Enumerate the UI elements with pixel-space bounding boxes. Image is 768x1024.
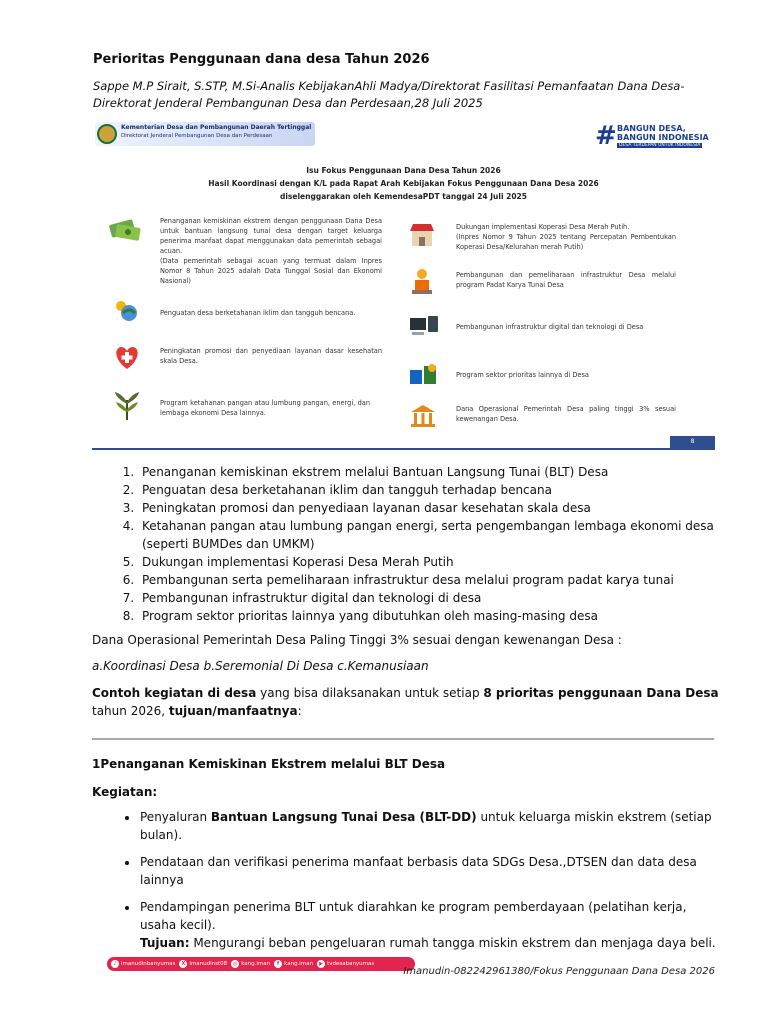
kegiatan-item-1-pre: Penyaluran <box>140 810 211 824</box>
worker-icon <box>408 266 436 296</box>
priority-item: 6. Pembangunan serta pemeliharaan infrastruktur desa melalui program padat karya tunai <box>138 571 722 589</box>
tujuan-label: Tujuan: <box>140 936 190 950</box>
contoh-text-1: yang bisa dilaksanakan untuk setiap <box>256 686 484 700</box>
youtube-icon: ▶ <box>317 960 325 968</box>
x-icon: X <box>179 960 187 968</box>
ministry-emblem-icon <box>97 124 117 144</box>
contoh-text-3: : <box>297 704 302 718</box>
kegiatan-item: • Pendataan dan verifikasi penerima manfaat berbasis data SDGs Desa.,DTSEN dan data desa lainnya <box>139 853 722 889</box>
kegiatan-list-block <box>92 808 722 961</box>
priority-list <box>92 463 722 625</box>
slide-right-item-1 <box>456 222 676 252</box>
slide-right-item-5: Dana Operasional Pemerintah Desa paling tinggi 3% sesuai kewenangan Desa. <box>456 405 676 423</box>
priority-list-block <box>92 463 722 625</box>
health-icon <box>112 342 142 372</box>
bangun-desa-logo <box>595 122 713 156</box>
document-title: Perioritas Penggunaan dana desa Tahun 2026 <box>93 52 430 67</box>
hashtag-icon: # <box>595 121 617 151</box>
sector-icon <box>408 360 440 388</box>
slide-header <box>92 118 715 152</box>
kegiatan-item <box>139 808 722 844</box>
slide-left-item-1-note: (Data pemerintah sebagai acuan yang termuat dalam Inpres Nomor 8 Tahun 2025 adalah Data Tunggal Sosial dan Ekonomi Nasional) <box>160 257 382 285</box>
slide-left-item-4: Program ketahanan pangan atau lumbung pangan, energi, dan lembaga ekonomi Desa lainnya. <box>160 399 370 417</box>
slide-heading-2: Hasil Koordinasi dengan K/L pada Rapat Arah Kebijakan Fokus Penggunaan Dana Desa 2026 <box>208 179 599 188</box>
money-icon <box>108 216 144 244</box>
digital-icon <box>408 314 440 340</box>
facebook-icon: f <box>274 960 282 968</box>
slide-right-item-2: Pembangunan dan pemeliharaan infrastruktur Desa melalui program Padat Karya Tunai Desa <box>456 271 676 289</box>
section-1-number: 1 <box>92 757 101 771</box>
store-icon <box>408 220 436 248</box>
ministry-directorate: Direktorat Jenderal Pembangunan Desa dan Perdesaan <box>121 133 273 139</box>
social-handle: tvdesabanyumas <box>327 961 375 967</box>
slide-right-item-1-text: Dukungan implementasi Koperasi Desa Merah Putih. <box>456 223 630 231</box>
social-media-bar <box>107 957 415 971</box>
social-handle: imanudinst08 <box>189 961 228 967</box>
priority-item: 2. Penguatan desa berketahanan iklim dan tangguh terhadap bencana <box>138 481 722 499</box>
kegiatan-item-3-text: Pendampingan penerima BLT untuk diarahkan ke program pemberdayaan (pelatihan kerja, usaha kecil). <box>140 900 687 932</box>
contoh-text-2: tahun 2026, <box>92 704 169 718</box>
author-line: Sappe M.P Sirait, S.STP, M.Si-Analis KebijakanAhli Madya/Direktorat Fasilitasi Pemanfaatan Dana Desa-Direktorat Jenderal Pembangunan Desa dan Perdesaan,28 Juli 2025 <box>93 79 685 110</box>
slide-left-item-1-text: Penanganan kemiskinan ekstrem dengan penggunaan Dana Desa untuk bantuan langsung tunai desa dengan target keluarga penerima manfaat dapat menggunakan data pemerintah sebagai acuan. <box>160 217 382 255</box>
kegiatan-item <box>139 898 722 952</box>
social-youtube <box>317 960 374 968</box>
slide-left-item-3: Peningkatan promosi dan penyediaan layanan dasar kesehatan skala Desa. <box>160 347 382 365</box>
brand-line-3: DESA TERDEPAN UNTUK INDONESIA <box>619 143 701 148</box>
slide-heading-3: diselenggarakan oleh KemendesaPDT tanggal 24 Juli 2025 <box>279 192 527 201</box>
section-divider <box>92 738 714 740</box>
contoh-bold-1: Contoh kegiatan di desa <box>92 686 257 700</box>
tujuan-text: Mengurangi beban pengeluaran rumah tangga miskin ekstrem dan menjaga daya beli. <box>189 936 716 950</box>
brand-line-1: BANGUN DESA, <box>617 124 686 133</box>
footer-credit: Imanudin-082242961380/Fokus Penggunaan Dana Desa 2026 <box>403 966 715 977</box>
plant-icon <box>112 390 142 422</box>
climate-icon <box>112 298 142 324</box>
operational-fund-line: Dana Operasional Pemerintah Desa Paling Tinggi 3% sesuai dengan kewenangan Desa : <box>92 633 622 647</box>
kegiatan-list <box>92 808 722 952</box>
instagram-icon: ◎ <box>233 961 238 967</box>
priority-item: 8. Program sektor prioritas lainnya yang dibutuhkan oleh masing-masing desa <box>138 607 722 625</box>
priority-item: 3. Peningkatan promosi dan penyediaan layanan dasar kesehatan skala desa <box>138 499 722 517</box>
ministry-logo <box>95 122 315 146</box>
contoh-bold-3: tujuan/manfaatnya <box>168 704 298 718</box>
ministry-name: Kementerian Desa dan Pembangunan Daerah Tertinggal <box>121 124 312 131</box>
slide-left-item-2: Penguatan desa berketahanan iklim dan tangguh bencana. <box>160 309 356 317</box>
priority-item: 5. Dukungan implementasi Koperasi Desa Merah Putih <box>138 553 722 571</box>
kegiatan-label: Kegiatan: <box>92 785 158 799</box>
section-1-heading <box>92 755 722 773</box>
slide-bottom-rule <box>92 448 715 450</box>
social-x <box>179 960 227 968</box>
slide-right-item-4: Program sektor prioritas lainnya di Desa <box>456 371 589 379</box>
slide-left-item-1 <box>160 216 382 286</box>
slide-right-item-1-note: (Inpres Nomor 9 Tahun 2025 tentang Percepatan Pembentukan Koperasi Desa/Kelurahan merah Putih) <box>456 233 676 251</box>
tiktok-icon: ♪ <box>111 960 119 968</box>
contoh-paragraph <box>92 684 722 720</box>
section-1-title: Penanganan Kemiskinan Ekstrem melalui BLT Desa <box>100 757 446 771</box>
embedded-slide <box>92 118 715 458</box>
brand-line-2: BANGUN INDONESIA <box>617 133 709 142</box>
priority-item: 4. Ketahanan pangan atau lumbung pangan energi, serta pengembangan lembaga ekonomi desa (seperti BUMDes dan UMKM) <box>138 517 722 553</box>
slide-right-item-3: Pembangunan infrastruktur digital dan teknologi di Desa <box>456 323 644 331</box>
social-facebook <box>274 960 313 968</box>
priority-item: 1. Penanganan kemiskinan ekstrem melalui Bantuan Langsung Tunai (BLT) Desa <box>138 463 722 481</box>
social-handle: kang.iman <box>241 961 271 967</box>
kegiatan-item-1-post: untuk keluarga miskin ekstrem (setiap bulan). <box>140 810 712 842</box>
slide-page-number: 8 <box>670 436 715 448</box>
priority-item: 7. Pembangunan infrastruktur digital dan teknologi di desa <box>138 589 722 607</box>
social-tiktok <box>111 960 175 968</box>
slide-heading-1: Isu Fokus Penggunaan Dana Desa Tahun 2026 <box>306 166 501 175</box>
operational-options: a.Koordinasi Desa b.Seremonial Di Desa c.Kemanusiaan <box>92 659 429 673</box>
social-handle: kang.iman <box>284 961 314 967</box>
kegiatan-item-1-bold: Bantuan Langsung Tunai Desa (BLT-DD) <box>210 810 477 824</box>
government-icon <box>410 404 436 428</box>
social-handle: imanudinbanyumas <box>121 961 176 967</box>
social-instagram <box>231 960 270 968</box>
contoh-bold-2: 8 prioritas penggunaan Dana Desa <box>483 686 719 700</box>
